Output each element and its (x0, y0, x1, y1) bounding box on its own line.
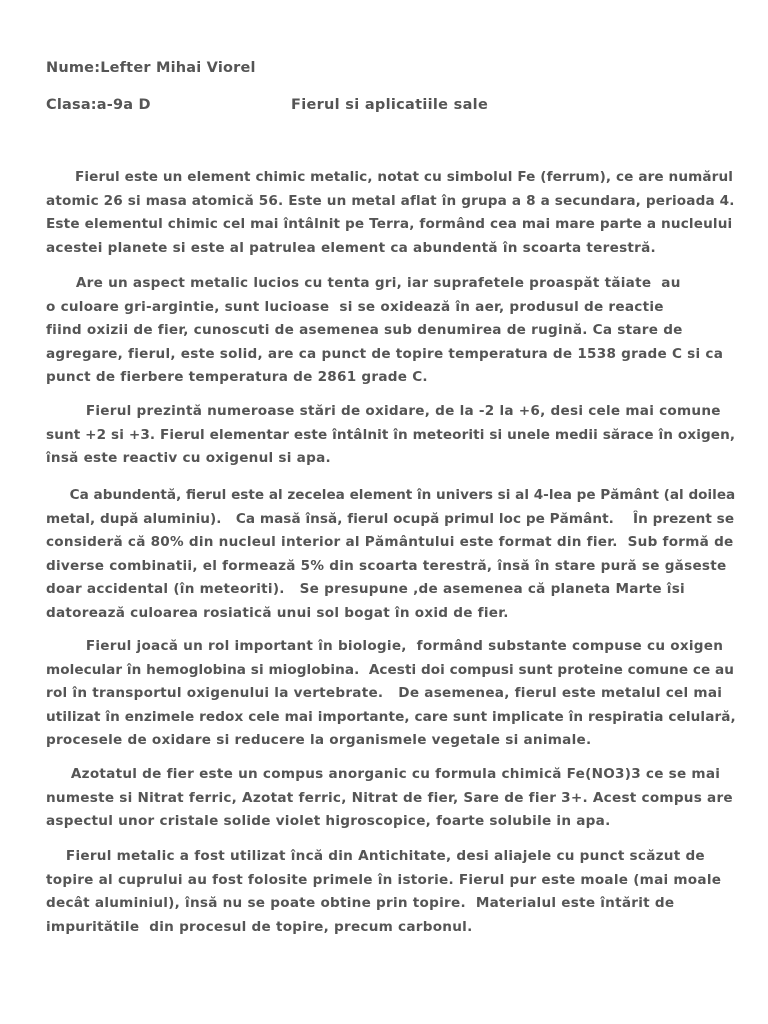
student-class: Clasa:a-9a D (46, 97, 151, 113)
paragraph-line: molecular în hemoglobina si mioglobina. Acesti doi compusi sunt proteine comune ce au (46, 661, 734, 678)
paragraph-line: Este elementul chimic cel mai întâlnit pe Terra, formând cea mai mare parte a nucleului (46, 216, 733, 232)
paragraph-aspect (46, 272, 726, 390)
paragraph-line: numeste si Nitrat ferric, Azotat ferric, Nitrat de fier, Sare de fier 3+. Acest compus are (46, 789, 733, 806)
paragraph-line: Fierul joacă un rol important în biologie, formând substante compuse cu oxigen (46, 638, 724, 654)
paragraph-line: o culoare gri-argintie, sunt lucioase si se oxidează în aer, produsul de reactie (46, 298, 664, 315)
paragraph-line: aspectul unor cristale solide violet higroscopice, foarte solubile in apa. (46, 813, 611, 829)
paragraph-line: doar accidental (în meteoriti). Se presupune ,de asemenea că planeta Marte îsi (46, 581, 685, 597)
paragraph-line: decât aluminiul), însă nu se poate obtine prin topire. Materialul este întărit de (46, 895, 675, 911)
paragraph-line: Are un aspect metalic lucios cu tenta gri, iar suprafetele proaspăt tăiate au (46, 275, 681, 291)
paragraph-line: diverse combinatii, el formează 5% din scoarta terestră, însă în stare pură se găseste (46, 557, 727, 574)
paragraph-line: rol în transportul oxigenului la vertebrate. De asemenea, fierul este metalul cel mai (46, 685, 723, 701)
paragraph-line: fiind oxizii de fier, cunoscuti de asemenea sub denumirea de rugină. Ca stare de (46, 322, 683, 338)
paragraph-line: Azotatul de fier este un compus anorganic cu formula chimică Fe(NO3)3 ce se mai (46, 766, 721, 782)
paragraph-line: utilizat în enzimele redox cele mai importante, care sunt implicate în respiratia celulară, (46, 708, 736, 725)
paragraph-line: impuritătile din procesul de topire, precum carbonul. (46, 918, 473, 935)
paragraph-line: Fierul este un element chimic metalic, notat cu simbolul Fe (ferrum), ce are numărul (46, 169, 733, 185)
paragraph-abundance (46, 484, 736, 625)
paragraph-line: acestei planete si este al patrulea element ca abundentă în scoarta terestră. (46, 239, 656, 256)
paragraph-line: procesele de oxidare si reducere la organismele vegetale si animale. (46, 732, 592, 748)
paragraph-line: metal, după aluminiu). Ca masă însă, fierul ocupă primul loc pe Pământ. În prezent se (46, 510, 735, 527)
paragraph-line: Fierul prezintă numeroase stări de oxidare, de la -2 la +6, desi cele mai comune (46, 403, 721, 419)
paragraph-line: Ca abundentă, fierul este al zecelea element în univers si al 4-lea pe Pământ (al doilea (46, 487, 736, 503)
paragraph-history (46, 845, 726, 939)
paragraph-line: topire al cuprului au fost folosite primele în istorie. Fierul pur este moale (mai moale (46, 871, 722, 888)
paragraph-line: atomic 26 si masa atomică 56. Este un metal aflat în grupa a 8 a secundara, perioada 4. (46, 192, 735, 209)
paragraph-line: Fierul metalic a fost utilizat încă din Antichitate, desi aliajele cu punct scăzut de (46, 848, 705, 864)
student-name: Nume:Lefter Mihai Viorel (46, 60, 256, 76)
paragraph-line: datorează culoarea rosiatică unui sol bogat în oxid de fier. (46, 604, 509, 621)
paragraph-line: consideră că 80% din nucleul interior al Pământului este format din fier. Sub formă de (46, 534, 734, 550)
paragraph-line: sunt +2 si +3. Fierul elementar este întâlnit în meteoriti si unele medii sărace în oxigen, (46, 426, 736, 443)
paragraph-line: agregare, fierul, este solid, are ca punct de topire temperatura de 1538 grade C si ca (46, 345, 724, 362)
paragraph-line: punct de fierbere temperatura de 2861 grade C. (46, 369, 428, 385)
paragraph-iron-nitrate (46, 763, 733, 834)
paragraph-intro (46, 166, 735, 260)
paragraph-line: însă este reactiv cu oxigenul si apa. (46, 450, 331, 466)
paragraph-oxidation (46, 400, 736, 471)
paragraph-biology (46, 635, 736, 753)
document-title: Fierul si aplicatiile sale (291, 97, 489, 113)
